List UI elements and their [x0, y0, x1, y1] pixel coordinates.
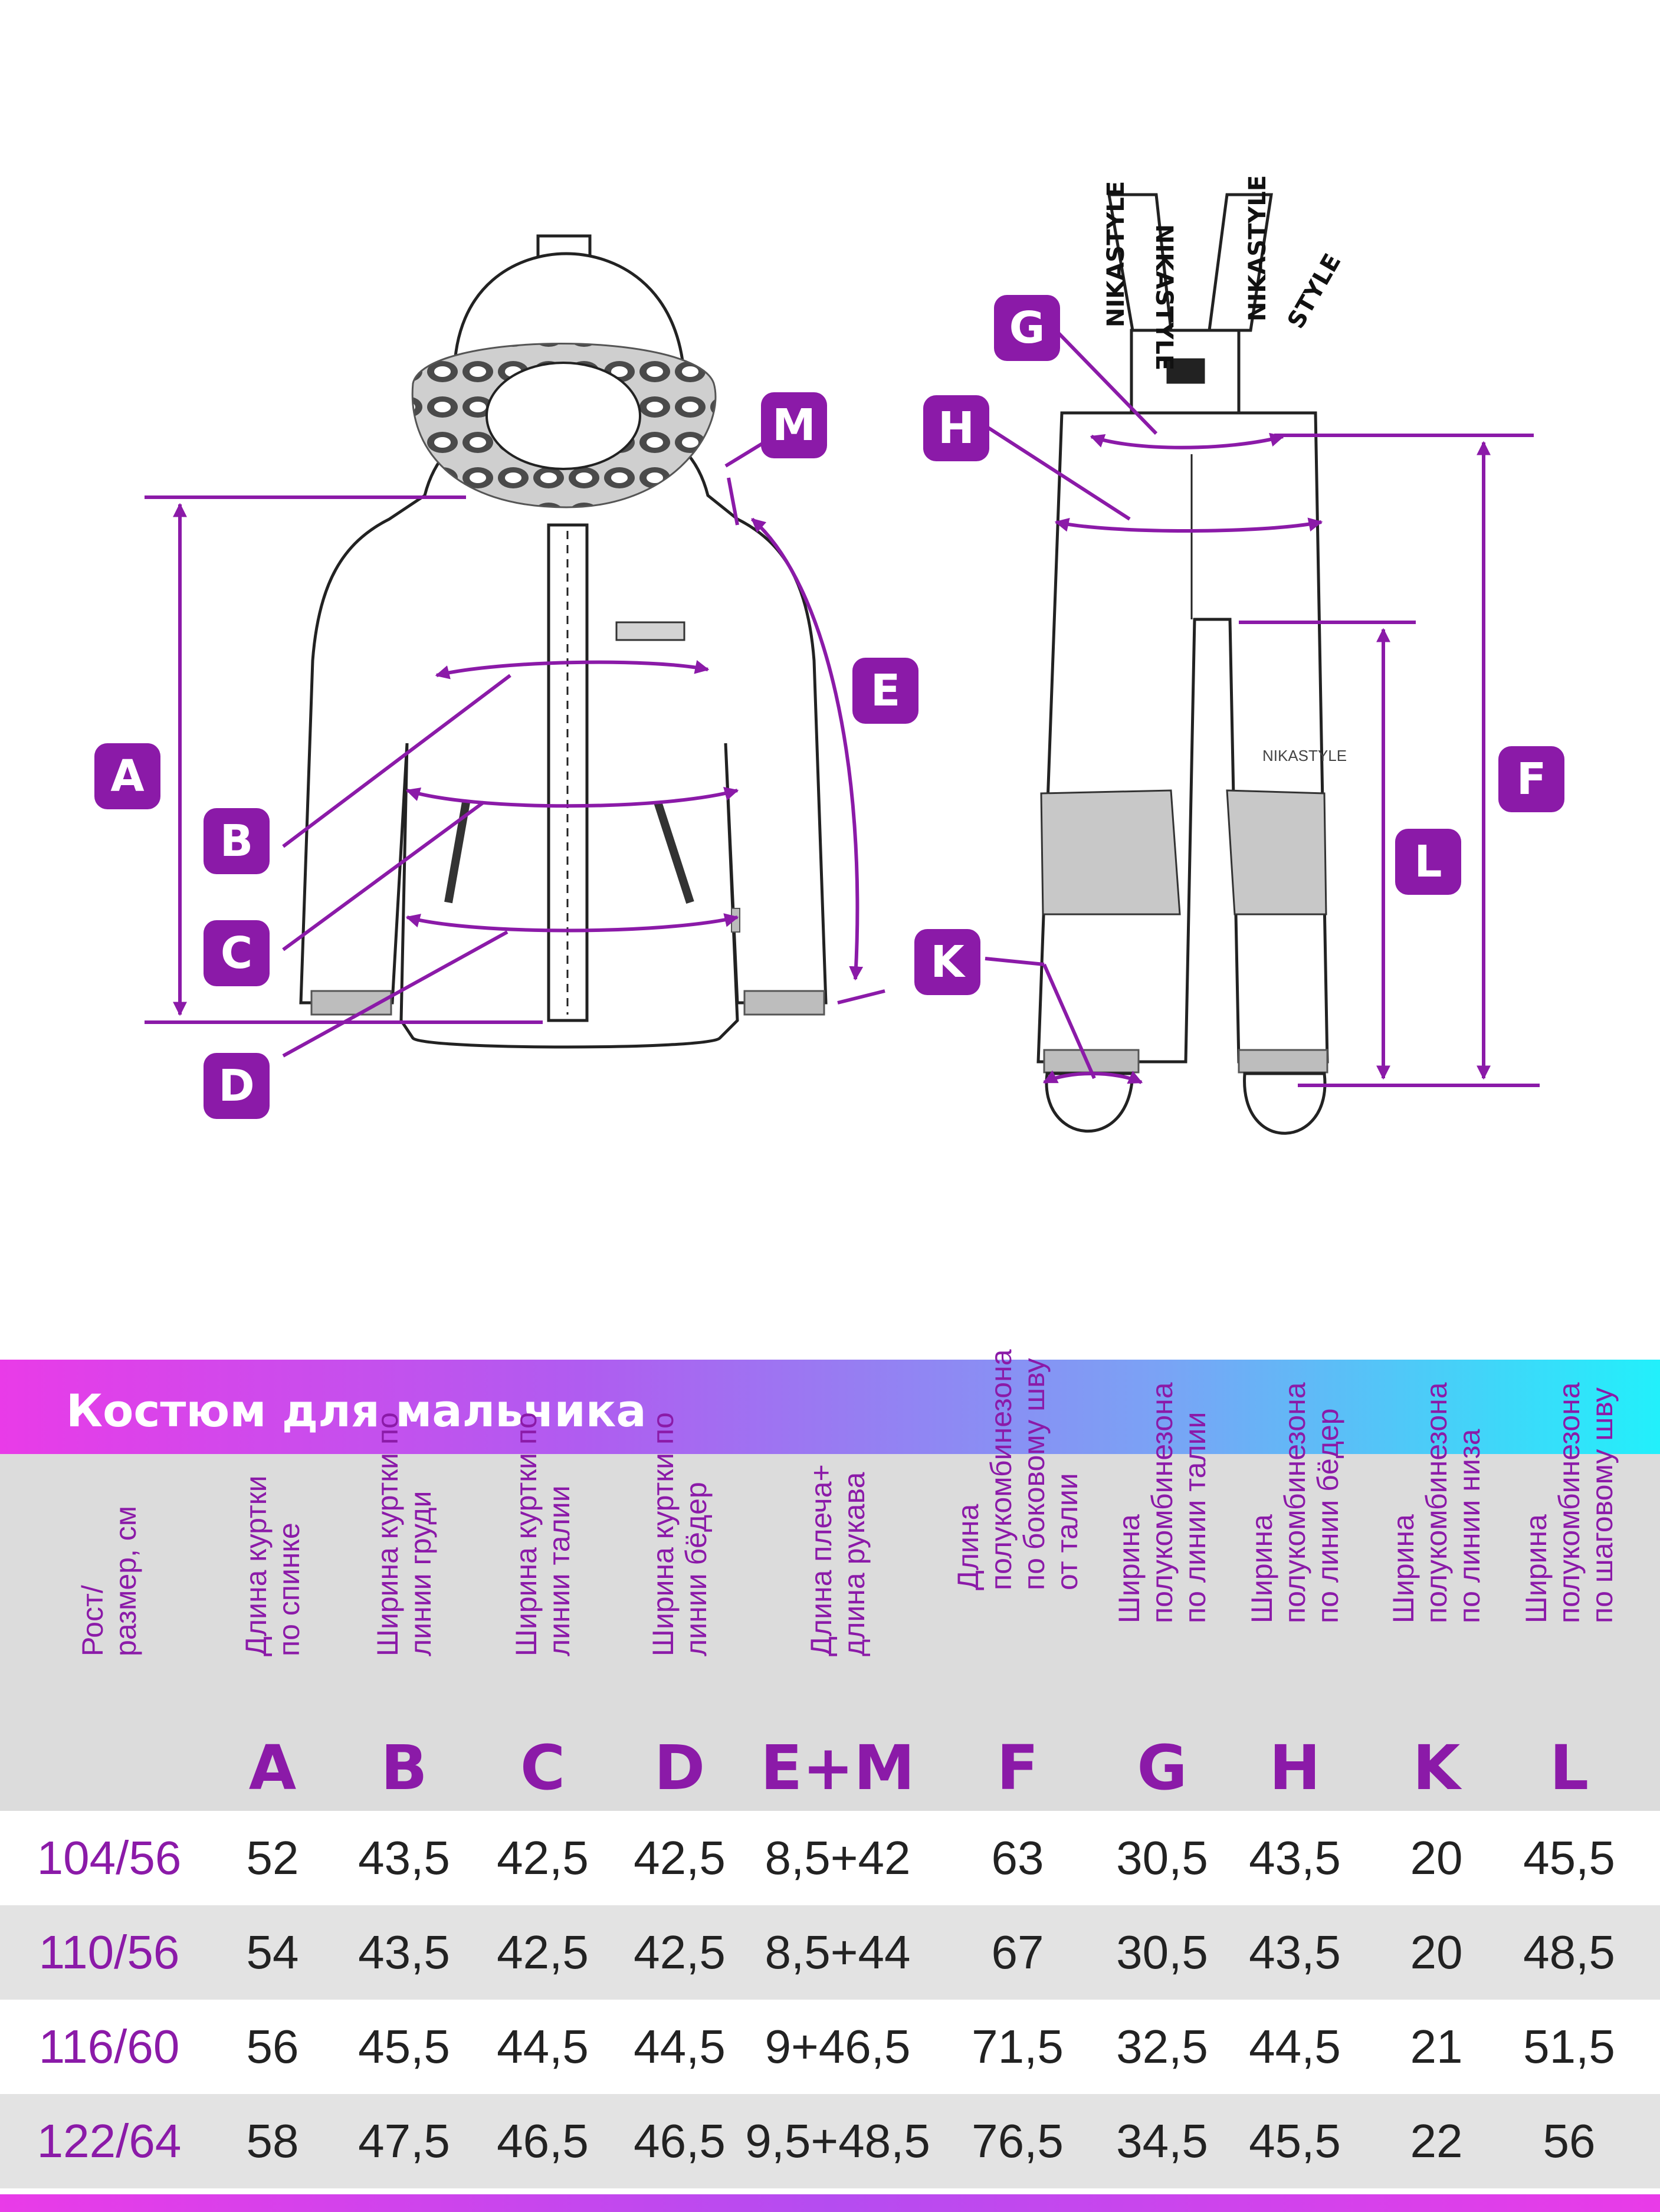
- label-e: E: [852, 658, 918, 724]
- cell-b: 43,5: [358, 1926, 450, 1978]
- column-label: Длина куртки по спинке: [240, 1475, 306, 1656]
- cell-g: 30,5: [1116, 1832, 1208, 1884]
- cell-h: 45,5: [1249, 2115, 1341, 2167]
- column-letter: K: [1412, 1732, 1461, 1804]
- column-letter: A: [248, 1732, 297, 1804]
- column-header: [1236, 1382, 1354, 1811]
- overalls-drawing: [1038, 195, 1327, 1133]
- column-header: [214, 1454, 332, 1811]
- cell-g: 30,5: [1116, 1926, 1208, 1978]
- strap-text: NIKASTYLE: [1150, 224, 1177, 371]
- column-header: [345, 1412, 463, 1811]
- cell-e-m: 9,5+48,5: [745, 2115, 930, 2167]
- column-label: Ширина полукомбинезона по линии бёдер: [1245, 1382, 1344, 1623]
- table-row: [0, 1905, 1660, 2000]
- cell-size: 104/56: [37, 1832, 182, 1884]
- cell-f: 67: [991, 1926, 1044, 1978]
- jacket-drawing: [301, 236, 826, 1047]
- cell-a: 52: [246, 1832, 299, 1884]
- cell-f: 76,5: [972, 2115, 1064, 2167]
- cell-b: 43,5: [358, 1832, 450, 1884]
- column-letter: E+M: [760, 1732, 915, 1804]
- column-letter: H: [1269, 1732, 1321, 1804]
- cell-c: 46,5: [497, 2115, 589, 2167]
- bottom-bar: [0, 2194, 1660, 2212]
- column-header: [484, 1412, 602, 1811]
- cell-e-m: 8,5+44: [765, 1926, 911, 1978]
- label-f: F: [1498, 746, 1564, 812]
- strap-text: NIKASTYLE: [1244, 175, 1271, 321]
- label-a: A: [94, 743, 160, 809]
- column-header: [41, 1454, 177, 1811]
- strap-text: NIKASTYLE: [1103, 180, 1130, 327]
- cell-l: 51,5: [1523, 2020, 1615, 2073]
- cell-k: 21: [1410, 2020, 1463, 2073]
- column-label: Ширина куртки по линии груди: [371, 1412, 437, 1656]
- cell-d: 42,5: [634, 1832, 726, 1884]
- cell-l: 45,5: [1523, 1832, 1615, 1884]
- column-letter: B: [380, 1732, 428, 1804]
- cell-e-m: 8,5+42: [765, 1832, 911, 1884]
- label-b: B: [204, 808, 270, 874]
- label-m: M: [761, 392, 827, 458]
- cell-k: 22: [1410, 2115, 1463, 2167]
- column-header: [1377, 1382, 1495, 1811]
- column-label: Ширина полукомбинезона по шаговому шву: [1520, 1382, 1619, 1623]
- cell-d: 44,5: [634, 2020, 726, 2073]
- table-title: Костюм для мальчика: [66, 1384, 647, 1437]
- label-h: H: [923, 395, 989, 461]
- cell-size: 110/56: [38, 1926, 180, 1978]
- column-letter: D: [654, 1732, 706, 1804]
- label-k: K: [914, 929, 980, 995]
- label-c: C: [204, 920, 270, 986]
- column-label: Длина плеча+ длина рукава: [805, 1464, 871, 1656]
- table-row: [0, 2000, 1660, 2094]
- cell-c: 42,5: [497, 1926, 589, 1978]
- cell-h: 43,5: [1249, 1832, 1341, 1884]
- column-letter: L: [1549, 1732, 1589, 1804]
- label-d: D: [204, 1053, 270, 1119]
- cell-h: 44,5: [1249, 2020, 1341, 2073]
- table-row: [0, 2094, 1660, 2188]
- column-header: [1103, 1382, 1221, 1811]
- label-l: L: [1395, 829, 1461, 895]
- cell-d: 42,5: [634, 1926, 726, 1978]
- cell-l: 48,5: [1523, 1926, 1615, 1978]
- column-label: Длина полукомбинезона по боковому шву от талии: [952, 1349, 1084, 1590]
- column-letter: F: [996, 1732, 1039, 1804]
- column-header: [758, 1454, 917, 1811]
- cell-size: 116/60: [38, 2020, 180, 2073]
- label-g: G: [994, 295, 1060, 361]
- cell-b: 45,5: [358, 2020, 450, 2073]
- cell-f: 71,5: [972, 2020, 1064, 2073]
- cell-d: 46,5: [634, 2115, 726, 2167]
- cell-a: 56: [246, 2020, 299, 2073]
- cell-g: 32,5: [1116, 2020, 1208, 2073]
- strap-text: STYLE: [1282, 249, 1347, 333]
- column-label: Ширина полукомбинезона по линии талии: [1113, 1382, 1212, 1623]
- cell-g: 34,5: [1116, 2115, 1208, 2167]
- cell-b: 47,5: [358, 2115, 450, 2167]
- column-label: Ширина куртки по линии талии: [510, 1412, 576, 1656]
- cell-f: 63: [991, 1832, 1044, 1884]
- cell-k: 20: [1410, 1926, 1463, 1978]
- cell-h: 43,5: [1249, 1926, 1341, 1978]
- column-letter: C: [520, 1732, 566, 1804]
- table-row: [0, 1811, 1660, 1905]
- column-label: Ширина куртки по линии бёдер: [647, 1412, 713, 1656]
- cell-c: 42,5: [497, 1832, 589, 1884]
- cell-a: 54: [246, 1926, 299, 1978]
- column-label: Рост/ размер, см: [76, 1505, 142, 1656]
- column-header: [1510, 1382, 1628, 1811]
- cell-a: 58: [246, 2115, 299, 2167]
- cell-l: 56: [1543, 2115, 1596, 2167]
- column-label: Ширина полукомбинезона по линии низа: [1387, 1382, 1486, 1623]
- cell-k: 20: [1410, 1832, 1463, 1884]
- pants-brand: NIKASTYLE: [1262, 747, 1347, 764]
- column-letter: G: [1137, 1732, 1187, 1804]
- column-header: [950, 1349, 1085, 1811]
- cell-e-m: 9+46,5: [765, 2020, 911, 2073]
- cell-size: 122/64: [37, 2115, 182, 2167]
- cell-c: 44,5: [497, 2020, 589, 2073]
- column-header: [621, 1412, 739, 1811]
